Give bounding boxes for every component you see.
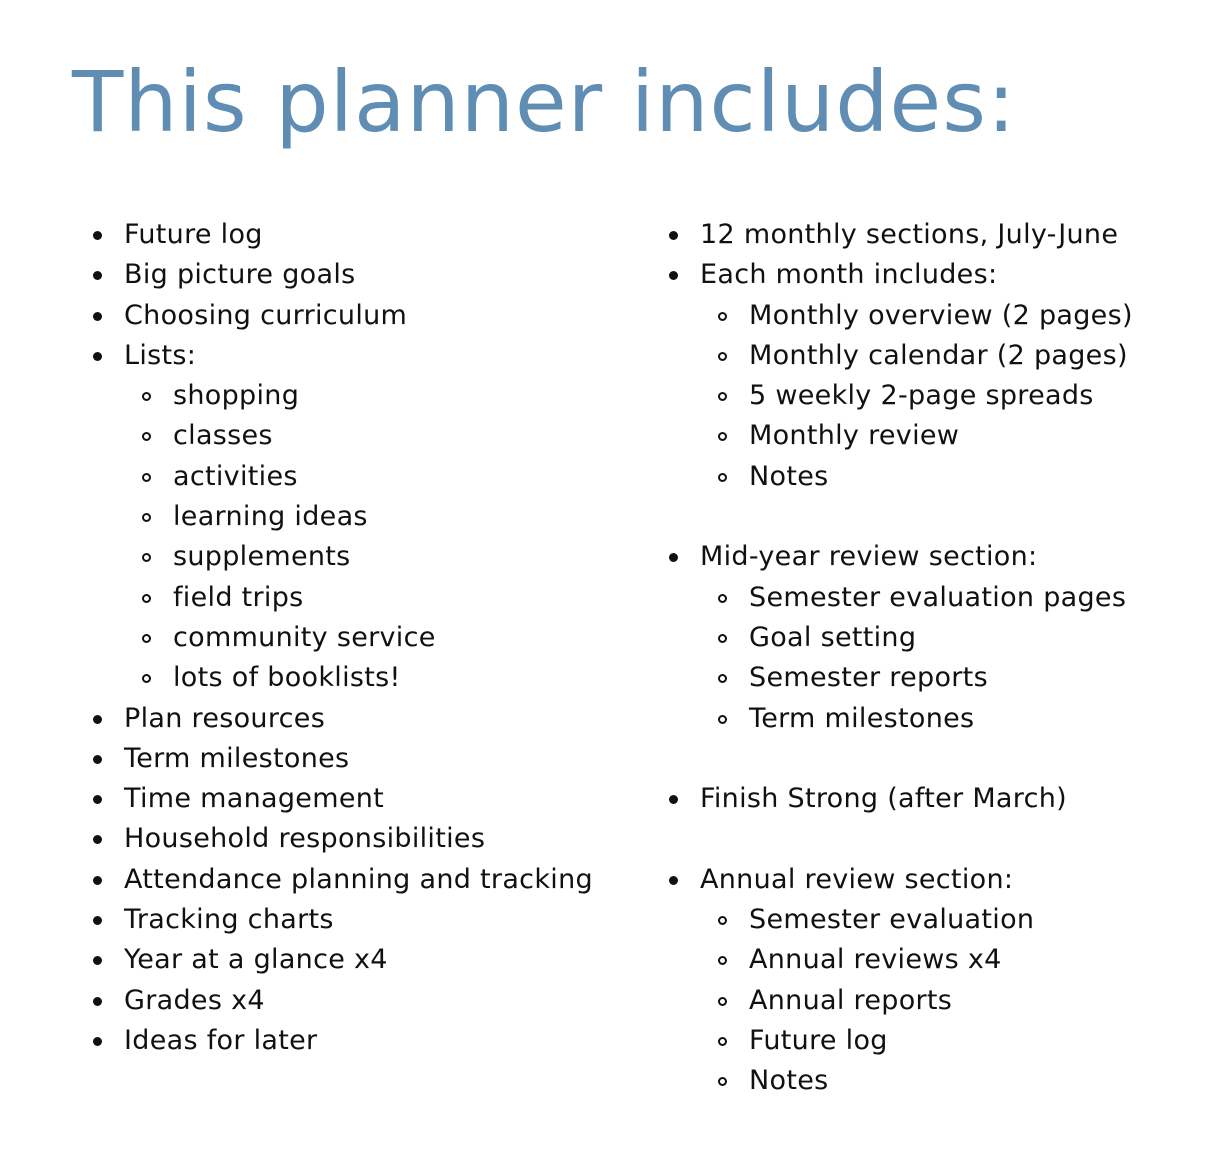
list-item-label: Semester evaluation pages bbox=[749, 581, 1127, 613]
list-item bbox=[90, 739, 650, 779]
sub-list-item bbox=[666, 940, 1206, 980]
sub-list-item bbox=[666, 1061, 1206, 1101]
sub-list-item bbox=[90, 376, 650, 416]
list-item bbox=[90, 255, 650, 295]
sub-list-item bbox=[666, 981, 1206, 1021]
list-item-label: Monthly calendar (2 pages) bbox=[749, 339, 1128, 371]
list-item-label: Future log bbox=[749, 1024, 888, 1056]
list-item bbox=[90, 779, 650, 819]
list-item-label: supplements bbox=[173, 541, 351, 573]
sub-list-item bbox=[90, 416, 650, 456]
list-item-label: classes bbox=[173, 420, 273, 452]
list-item-label: Monthly review bbox=[749, 420, 960, 452]
list-item-label: 12 monthly sections, July-June bbox=[700, 219, 1119, 250]
bullet-circle-icon bbox=[718, 1037, 727, 1046]
bullet-disc-icon bbox=[669, 876, 678, 885]
list-item bbox=[666, 779, 1206, 819]
list-item-label: Choosing curriculum bbox=[124, 299, 408, 331]
list-item bbox=[666, 215, 1206, 255]
list-item-label: shopping bbox=[173, 380, 300, 412]
bullet-disc-icon bbox=[669, 553, 678, 562]
sub-list-item bbox=[666, 578, 1206, 618]
list-item-label: Grades x4 bbox=[124, 984, 265, 1016]
sub-list-item bbox=[666, 699, 1206, 739]
list-item-label: Goal setting bbox=[749, 621, 917, 653]
sub-list-item bbox=[666, 296, 1206, 336]
bullet-circle-icon bbox=[718, 432, 727, 441]
bullet-disc-icon bbox=[93, 835, 102, 844]
bullet-circle-icon bbox=[142, 553, 151, 562]
bullet-circle-icon bbox=[142, 513, 151, 522]
list-item-label: Finish Strong (after March) bbox=[700, 783, 1067, 815]
list-spacer bbox=[666, 497, 1206, 537]
list-item bbox=[90, 981, 650, 1021]
bullet-circle-icon bbox=[142, 594, 151, 603]
list-item bbox=[90, 296, 650, 336]
bullet-disc-icon bbox=[93, 997, 102, 1006]
bullet-circle-icon bbox=[718, 473, 727, 482]
list-item-label: Semester evaluation bbox=[749, 904, 1035, 936]
list-item-label: Annual reviews x4 bbox=[749, 944, 1002, 976]
bullet-circle-icon bbox=[718, 1077, 727, 1086]
list-item bbox=[90, 860, 650, 900]
bullet-circle-icon bbox=[142, 432, 151, 441]
bullet-disc-icon bbox=[93, 755, 102, 764]
list-item-label: Time management bbox=[124, 783, 385, 815]
list-item bbox=[90, 336, 650, 376]
list-item-label: Semester reports bbox=[749, 662, 988, 694]
bullet-disc-icon bbox=[93, 312, 102, 321]
bullet-circle-icon bbox=[718, 392, 727, 401]
list-item-label: Ideas for later bbox=[124, 1024, 318, 1056]
list-item-label: Each month includes: bbox=[700, 259, 998, 291]
list-item-label: field trips bbox=[173, 581, 304, 613]
list-item-label: Lists: bbox=[124, 339, 197, 371]
list-item-label: Notes bbox=[749, 460, 829, 492]
list-item bbox=[90, 215, 650, 255]
bullet-disc-icon bbox=[669, 795, 678, 804]
sub-list-item bbox=[666, 1021, 1206, 1061]
sub-list-item bbox=[666, 376, 1206, 416]
list-item-label: community service bbox=[173, 621, 436, 653]
sub-list-item bbox=[90, 457, 650, 497]
bullet-disc-icon bbox=[669, 231, 678, 240]
list-item bbox=[666, 255, 1206, 295]
sub-list-item bbox=[90, 618, 650, 658]
list-item-label: Term milestones bbox=[749, 702, 975, 734]
list-item-label: Term milestones bbox=[124, 742, 350, 774]
bullet-circle-icon bbox=[718, 997, 727, 1006]
list-item-label: activities bbox=[173, 460, 298, 492]
sub-list-item bbox=[90, 578, 650, 618]
list-item-label: 5 weekly 2-page spreads bbox=[749, 380, 1094, 412]
bullet-circle-icon bbox=[718, 352, 727, 361]
bullet-disc-icon bbox=[93, 916, 102, 925]
bullet-disc-icon bbox=[93, 956, 102, 965]
bullet-circle-icon bbox=[718, 916, 727, 925]
list-item-label: Attendance planning and tracking bbox=[124, 863, 593, 895]
list-item-label: Household responsibilities bbox=[124, 823, 486, 855]
bullet-disc-icon bbox=[93, 715, 102, 724]
sub-list-item bbox=[90, 658, 650, 698]
sub-list-item bbox=[90, 537, 650, 577]
bullet-circle-icon bbox=[718, 312, 727, 321]
list-item bbox=[666, 860, 1206, 900]
page-title: This planner includes: bbox=[72, 53, 1017, 151]
right-feature-list bbox=[666, 215, 1206, 1102]
list-item bbox=[666, 537, 1206, 577]
sub-list-item bbox=[666, 618, 1206, 658]
bullet-disc-icon bbox=[669, 271, 678, 280]
list-item-label: Mid-year review section: bbox=[700, 541, 1038, 573]
list-item-label: Monthly overview (2 pages) bbox=[749, 299, 1133, 331]
list-item bbox=[90, 699, 650, 739]
list-spacer bbox=[666, 739, 1206, 779]
sub-list-item bbox=[666, 416, 1206, 456]
bullet-disc-icon bbox=[93, 876, 102, 885]
bullet-disc-icon bbox=[93, 1037, 102, 1046]
list-item-label: lots of booklists! bbox=[173, 662, 401, 694]
bullet-circle-icon bbox=[718, 594, 727, 603]
list-item-label: Notes bbox=[749, 1065, 829, 1097]
bullet-disc-icon bbox=[93, 352, 102, 361]
bullet-circle-icon bbox=[142, 392, 151, 401]
list-item bbox=[90, 940, 650, 980]
list-spacer bbox=[666, 819, 1206, 859]
bullet-circle-icon bbox=[142, 634, 151, 643]
sub-list-item bbox=[666, 900, 1206, 940]
bullet-disc-icon bbox=[93, 231, 102, 240]
bullet-disc-icon bbox=[93, 795, 102, 804]
list-item bbox=[90, 900, 650, 940]
sub-list-item bbox=[666, 336, 1206, 376]
bullet-circle-icon bbox=[142, 674, 151, 683]
bullet-disc-icon bbox=[93, 271, 102, 280]
list-item-label: Plan resources bbox=[124, 702, 326, 734]
sub-list-item bbox=[666, 457, 1206, 497]
sub-list-item bbox=[90, 497, 650, 537]
bullet-circle-icon bbox=[718, 674, 727, 683]
list-item-label: Annual reports bbox=[749, 984, 953, 1016]
bullet-circle-icon bbox=[718, 956, 727, 965]
left-feature-list bbox=[90, 215, 650, 1061]
sub-list-item bbox=[666, 658, 1206, 698]
list-item-label: Tracking charts bbox=[124, 904, 334, 936]
list-item bbox=[90, 1021, 650, 1061]
list-item bbox=[90, 819, 650, 859]
list-item-label: Year at a glance x4 bbox=[124, 944, 388, 976]
bullet-circle-icon bbox=[142, 473, 151, 482]
list-item-label: Big picture goals bbox=[124, 259, 356, 291]
list-item-label: learning ideas bbox=[173, 501, 368, 533]
bullet-circle-icon bbox=[718, 634, 727, 643]
list-item-label: Annual review section: bbox=[700, 863, 1014, 895]
list-item-label: Future log bbox=[124, 219, 263, 250]
bullet-circle-icon bbox=[718, 715, 727, 724]
